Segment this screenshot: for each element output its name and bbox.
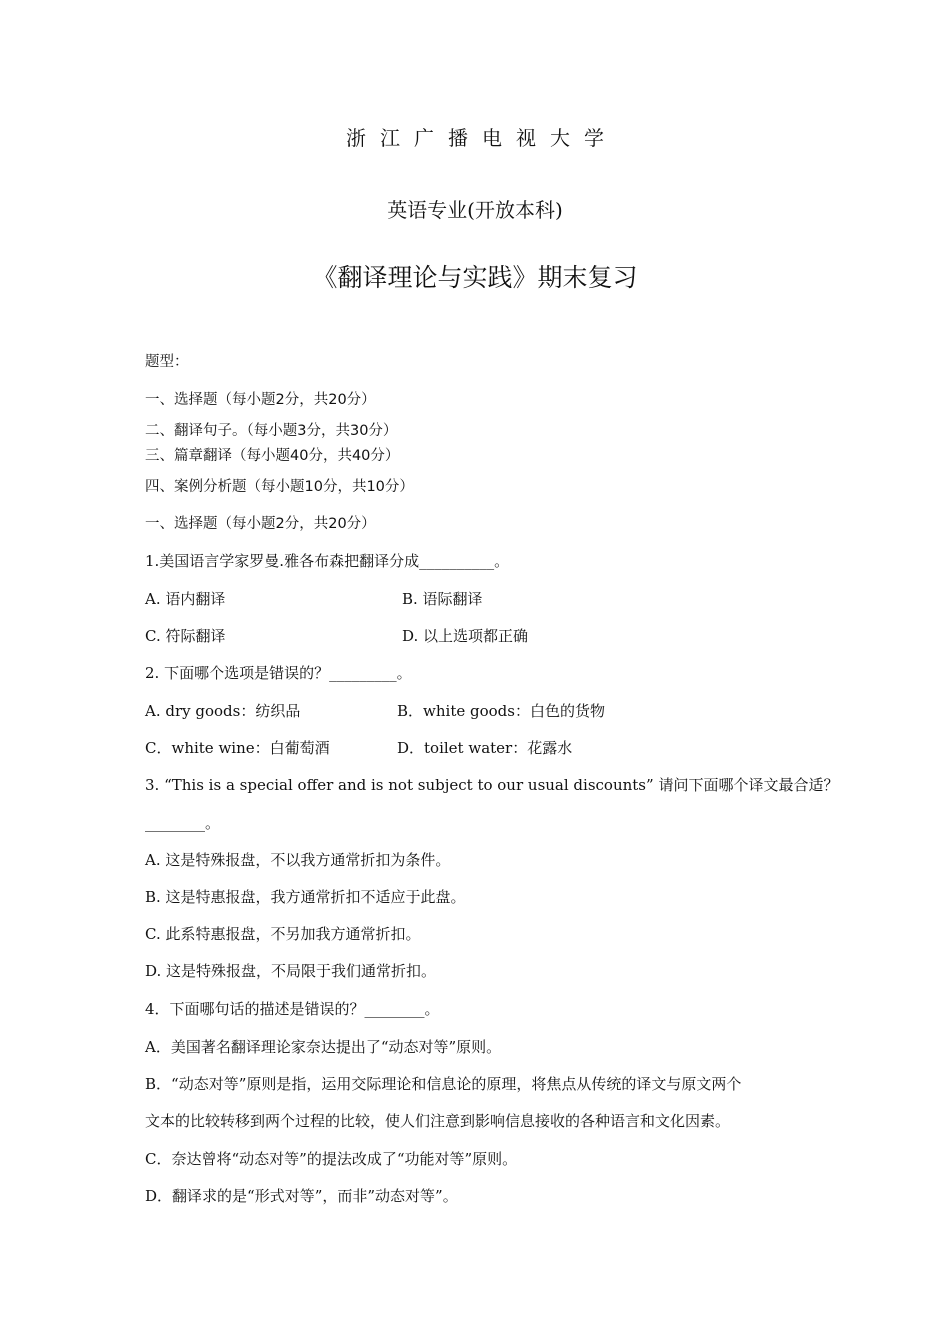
question-type-item: 二、翻译句子。（每小题3分，共30分） [145, 423, 398, 439]
question-type-item: 四、案例分析题（每小题10分，共10分） [145, 479, 414, 495]
question-type-item: 一、选择题（每小题2分，共20分） [145, 392, 376, 408]
section-heading: 一、选择题（每小题2分，共20分） [145, 516, 376, 532]
question-types-heading: 题型： [145, 354, 189, 370]
q2-option-d: D．toilet water：花露水 [397, 739, 573, 757]
q4-option-d: D．翻译求的是“形式对等”，而非”动态对等”。 [145, 1187, 458, 1205]
question-3-blank: ________。 [145, 814, 221, 832]
q1-option-a: A. 语内翻译 [145, 590, 226, 608]
q3-option-c: C. 此系特惠报盘，不另加我方通常折扣。 [145, 925, 421, 943]
q4-option-a: A．美国著名翻译理论家奈达提出了“动态对等”原则。 [145, 1038, 502, 1056]
university-name: 浙江广播电视大学 [346, 126, 618, 150]
q4-option-c: C．奈达曾将“动态对等”的提法改成了“功能对等”原则。 [145, 1150, 518, 1168]
q2-option-a: A. dry goods：纺织品 [145, 702, 301, 720]
q2-option-c: C．white wine：白葡萄酒 [145, 739, 330, 757]
q4-option-b-line2: 文本的比较转移到两个过程的比较，使人们注意到影响信息接收的各种语言和文化因素。 [145, 1112, 731, 1130]
q4-option-b-line1: B．“动态对等”原则是指，运用交际理论和信息论的原理，将焦点从传统的译文与原文两个 [145, 1075, 742, 1093]
q1-option-b: B. 语际翻译 [402, 590, 483, 608]
question-2-stem: 2. 下面哪个选项是错误的？_________。 [145, 664, 412, 682]
q1-option-c: C. 符际翻译 [145, 627, 226, 645]
q3-option-a: A. 这是特殊报盘，不以我方通常折扣为条件。 [145, 851, 451, 869]
q1-option-d: D. 以上选项都正确 [402, 627, 529, 645]
q3-option-d: D. 这是特殊报盘，不局限于我们通常折扣。 [145, 962, 437, 980]
question-1-stem: 1.美国语言学家罗曼.雅各布森把翻译分成__________。 [145, 552, 510, 570]
course-title: 《翻译理论与实践》期末复习 [312, 263, 638, 292]
question-type-item: 三、篇章翻译（每小题40分，共40分） [145, 448, 400, 464]
q2-option-b: B．white goods：白色的货物 [397, 702, 605, 720]
question-3-stem: 3. “This is a special offer and is not subject to our usual discounts” 请问下面哪个译文最合适？ [145, 776, 839, 794]
q3-option-b: B. 这是特惠报盘，我方通常折扣不适应于此盘。 [145, 888, 466, 906]
question-4-stem: 4．下面哪句话的描述是错误的？________。 [145, 1000, 440, 1018]
program-name: 英语专业(开放本科) [387, 198, 563, 222]
